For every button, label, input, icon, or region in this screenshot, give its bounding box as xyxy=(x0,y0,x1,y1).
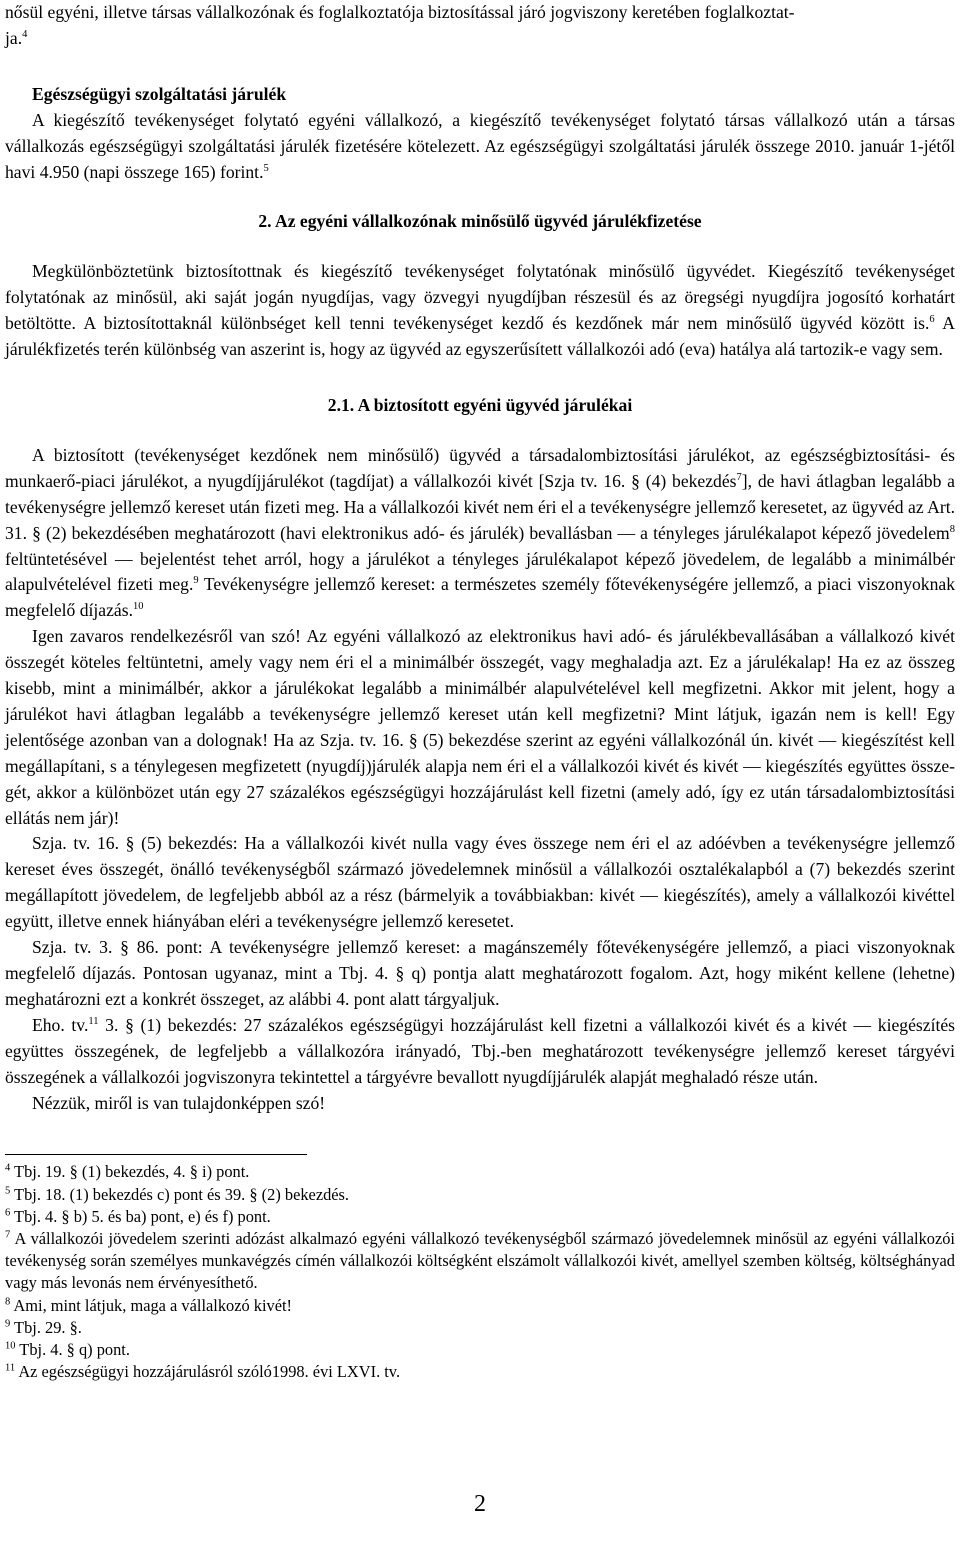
footnote-number: 10 xyxy=(5,1340,16,1352)
paragraph-text: Eho. tv. xyxy=(32,1014,89,1035)
paragraph-text: Tevékenységre jellemző kereset: a természetes személy főtevékenységére jellemző, a piaci viszonyoknak megfelelő díjazás. xyxy=(5,574,956,621)
footnote xyxy=(5,1339,955,1361)
footnote xyxy=(5,1295,955,1317)
paragraph-text: A járulékfizetés terén különbség van aszerint is, hogy az ügyvéd az egyszerűsített vállalkozói adó (eva) hatálya alá tartozik-e vagy sem. xyxy=(5,313,955,360)
footnote-ref: 5 xyxy=(263,162,269,174)
footnote-number: 6 xyxy=(5,1207,11,1219)
body-paragraph xyxy=(5,108,955,186)
footnote-text: A vállalkozói jövedelem szerinti adózást alkalmazó egyéni vállalkozó tevékenységből származó jövedelemnek minősül az egyéni vállalkozói tevékenység során személyes munkavégzés címén vállalkozói költségként elszámolt vállalkozói kivét, amellyel szemben költség, költséghányad vagy más levonás nem érvényesíthető. xyxy=(5,1229,955,1293)
spacer xyxy=(5,185,955,209)
spacer xyxy=(5,363,955,393)
footnote-text: Tbj. 18. (1) bekezdés c) pont és 39. § (2) bekezdés. xyxy=(10,1184,350,1204)
footnote xyxy=(5,1184,955,1206)
paragraph-text: Megkülönböztetünk biztosítottnak és kiegészítő tevékenységet folytatónak minősülő ügyvédet. Kiegészítő tevékenységet folytatónak az minősül, aki saját jogán nyugdíjas, vagy özvegyi nyugdíjban részesül és az öregségi nyugdíjra jogosító korhatárt betöltötte. A biztosítottaknál különbséget kell tenni tevékenységet kezdő és kezdőnek már nem minősülő ügyvéd között is. xyxy=(5,261,955,334)
footnote-text: Tbj. 29. §. xyxy=(10,1317,82,1337)
body-paragraph: Szja. tv. 16. § (5) bekezdés: Ha a vállalkozói kivét nulla vagy éves összege nem éri el az adóévben a tevékenységre jellemző kereset éves összegét, önálló tevékenységből származó jövedelemnek minősül a vállalkozói osztalékalapból a (7) bekezdés szerint megállapított jövedelem, de legfeljebb abból az a rész (bármelyik a továbbiakban: kivét — kiegészítés), amely a vállalkozói kivéttel együtt, illetve ennek hiányában eléri a tevékenységre jellemző keresetet. xyxy=(5,833,955,932)
footnote-ref: 7 xyxy=(736,471,742,483)
footnote-number: 4 xyxy=(5,1162,11,1174)
footnote xyxy=(5,1361,955,1383)
page-number: 2 xyxy=(474,1491,486,1517)
section-heading: 2. Az egyéni vállalkozónak minősülő ügyvéd járulékfizetése xyxy=(258,211,702,232)
spacer xyxy=(5,235,955,259)
footnote-ref: 10 xyxy=(132,601,144,613)
body-paragraph: Igen zavaros rendelkezésről van szó! Az egyéni vállalkozó az elektronikus havi adó- és járulékbevallásában a vállalkozó kivét összegét köteles feltüntetni, amely vagy nem éri el a minimálbér összegét, vagy meghaladja azt. Ez a járulékalap! Ha ez az összeg kisebb, mint a minimálbér, akkor a járulékokat legalább a minimálbér alapulvételével kell megfizetni. Akkor mit jelent, hogy a járulékot havi átlagban legalább a tevékenységre jellemző kereset után kell megfizetni? Mint látjuk, igazán nem is kell! Egy jelentősége azonban van a dolognak! Ha az Szja. tv. 16. § (5) bekezdése szerint az egyéni vállalkozónál ún. kivét — kiegészítést kell megállapítani, s a ténylegesen megfizetett (nyugdíj)járulék alapja nem éri el a vállalkozói kivét és kivét — kiegészítés együttes összegét, akkor a különbözet után egy 27 százalékos egészségügyi hozzájárulást kell fizetni (amely adó, így ez után társadalombiztosítási ellátás nem jár)! xyxy=(5,626,955,828)
body-paragraph: Nézzük, miről is van tulajdonképpen szó! xyxy=(32,1092,326,1113)
spacer xyxy=(5,52,955,82)
body-paragraph xyxy=(5,1013,955,1091)
paragraph-text: 3. § (1) bekezdés: 27 százalékos egészségügyi hozzájárulást kell fizetni a vállalkozói kivét és a kivét — kiegészítés együttes összegének, de legfeljebb a vállalkozóra irányadó, Tbj.-ben meghatározott tevékenységre jellemző kereset tárgyévi összegének a vállalkozói jogviszonyra tekintettel a tárgyévre bevallott nyugdíjjárulék alapját meghaladó része után. xyxy=(5,1014,955,1087)
footnote-number: 11 xyxy=(5,1362,16,1374)
footnote-text: Az egészségügyi hozzájárulásról szóló1998. évi LXVI. tv. xyxy=(15,1362,401,1382)
footnote-text: Tbj. 19. § (1) bekezdés, 4. § i) pont. xyxy=(10,1162,250,1182)
footnote xyxy=(5,1317,955,1339)
body-paragraph: Szja. tv. 3. § 86. pont: A tevékenységre jellemző kereset: a magánszemély főtevékenységére jellemző, a piaci viszonyoknak megfelelő díjazás. Pontosan ugyanaz, mint a Tbj. 4. § q) pontja alatt meghatározott fogalom. Azt, hogy miként kellene (lehetne) meghatározni ezt a konkrét összeget, az alábbi 4. pont alatt tárgyaljuk. xyxy=(5,937,955,1009)
intro-line: nősül egyéni, illetve társas vállalkozónak és foglalkoztatója biztosítással járó jogviszony keretében foglalkoztat- xyxy=(5,2,795,22)
footnote-number: 7 xyxy=(5,1229,11,1241)
footnote-number: 9 xyxy=(5,1318,11,1330)
paragraph-text: feltüntetésével — bejelentést tehet arról, hogy a járulékot a tényleges járulékalapot képező jövedelem, de legalább a minimálbér alapulvételével fizeti meg. xyxy=(5,548,955,595)
footnote xyxy=(5,1206,955,1228)
footnote-text: Tbj. 4. § q) pont. xyxy=(15,1340,130,1360)
footnote-number: 8 xyxy=(5,1296,11,1308)
paragraph-text: ], de havi átlagban legalább a tevékenységre jellemző kereset után fizeti meg. Ha a vállalkozói kivét nem éri el a tevékenységre jellemző keresetet, az ügyvéd az Art. 31. § (2) bekezdésében meghatározott (havi elektronikus adó- és járulék) bevallásban — a tényleges járulékalapot képező jövedelem xyxy=(5,470,955,543)
footnotes xyxy=(5,1161,955,1383)
section-heading: Egészségügyi szolgáltatási járulék xyxy=(32,83,287,104)
body-paragraph xyxy=(5,259,955,363)
footnote-text: Tbj. 4. § b) 5. és ba) pont, e) és f) pont. xyxy=(10,1206,271,1226)
footnote-ref: 8 xyxy=(949,523,955,535)
footnote-ref: 6 xyxy=(929,314,935,326)
paragraph-text: A biztosított (tevékenységet kezdőnek nem minősülő) ügyvéd a társadalombiztosítási járulékot, az egészségbiztosítási- és munkaerő-piaci járulékot, a nyugdíjjárulékot (tagdíjat) a vállalkozói kivét [Szja tv. 16. § (4) bekezdés xyxy=(5,444,955,491)
footnote-ref: 4 xyxy=(22,29,28,41)
footnote-ref: 11 xyxy=(88,1015,99,1027)
section-heading: 2.1. A biztosított egyéni ügyvéd járulékai xyxy=(327,394,633,415)
footnote-divider xyxy=(5,1154,307,1155)
spacer xyxy=(5,419,955,443)
footnote-ref: 9 xyxy=(193,575,199,587)
paragraph-text: A kiegészítő tevékenységet folytató egyéni vállalkozó, a kiegészítő tevékenységet folytató társas vállalkozó után a társas vállalkozás egészségügyi szolgáltatási járulék fizetésére kötelezett. Az egészségügyi szolgáltatási járulék összege 2010. január 1-jétől havi 4.950 (napi összege 165) forint. xyxy=(5,109,955,182)
footnote-number: 5 xyxy=(5,1185,11,1197)
footnote-text: Ami, mint látjuk, maga a vállalkozó kivét! xyxy=(10,1295,293,1315)
intro-line: ja. xyxy=(5,27,23,48)
intro-paragraph xyxy=(5,0,955,52)
footnote xyxy=(5,1228,955,1295)
footnote xyxy=(5,1161,955,1183)
body-paragraph xyxy=(5,443,955,624)
